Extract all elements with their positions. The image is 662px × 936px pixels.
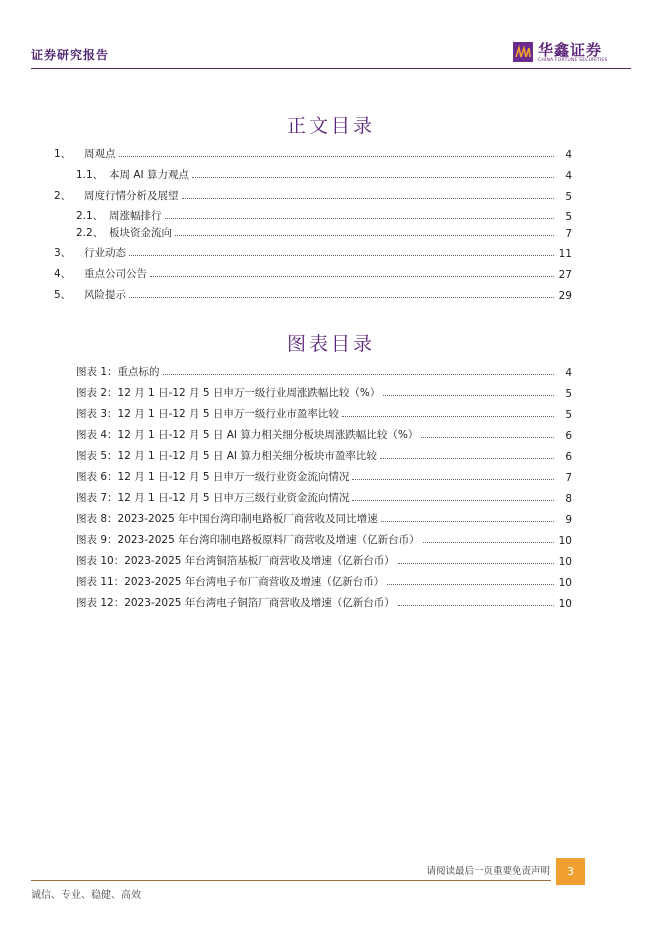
figure-entry-text: 图表 8：2023-2025 年中国台湾印制电路板厂商营收及同比增速 <box>76 513 378 525</box>
toc-entry-page: 4 <box>565 170 572 182</box>
figure-entry-page: 6 <box>565 430 572 442</box>
toc-leader-dots <box>192 176 554 178</box>
toc-leader-dots <box>342 415 554 417</box>
figure-entry[interactable] <box>76 489 572 505</box>
figure-entry[interactable] <box>76 552 572 568</box>
figure-entry-page: 5 <box>565 388 572 400</box>
toc-entry-number: 2.2、 <box>76 227 104 239</box>
toc-entry-text: 板块资金流向 <box>109 227 172 239</box>
figure-entry-text: 图表 9：2023-2025 年台湾印制电路板原料厂商营收及增速（亿新台币） <box>76 534 420 546</box>
brand-name: 华鑫证券 <box>538 41 603 59</box>
toc-entry[interactable] <box>76 224 572 240</box>
toc-entry-page: 29 <box>558 290 572 302</box>
figure-entry[interactable] <box>76 573 572 589</box>
figure-entry-text: 图表 5：12 月 1 日-12 月 5 日 AI 算力相关细分板块市盈率比较 <box>76 450 377 462</box>
toc-entry[interactable] <box>76 207 572 223</box>
figure-entry[interactable] <box>76 468 572 484</box>
toc-entry-text: 风险提示 <box>84 289 126 301</box>
figure-entry-page: 6 <box>565 451 572 463</box>
figure-entry-text: 图表 4：12 月 1 日-12 月 5 日 AI 算力相关细分板块周涨跌幅比较（%） <box>76 429 419 441</box>
figure-entry-page: 10 <box>558 598 572 610</box>
figure-entry-page: 9 <box>565 514 572 526</box>
figure-entry-text: 图表 7：12 月 1 日-12 月 5 日申万三级行业资金流向情况 <box>76 492 350 504</box>
toc-entry-page: 5 <box>565 191 572 203</box>
figure-entry-page: 8 <box>565 493 572 505</box>
toc-entry-number: 5、 <box>54 289 72 301</box>
figure-entry[interactable] <box>76 594 572 610</box>
page-number: 3 <box>556 858 585 885</box>
toc-leader-dots <box>150 275 554 277</box>
figure-entry-text: 图表 11：2023-2025 年台湾电子布厂商营收及增速（亿新台币） <box>76 576 385 588</box>
toc-entry-page: 7 <box>565 228 572 240</box>
figure-entry[interactable] <box>76 384 572 400</box>
toc-entry-text: 行业动态 <box>84 247 126 259</box>
toc-entry-number: 2.1、 <box>76 210 104 222</box>
brand-subtitle: CHINA FORTUNE SECURITIES <box>538 58 608 63</box>
toc-entry-number: 4、 <box>54 268 72 280</box>
toc-entry-page: 4 <box>565 149 572 161</box>
header-divider <box>31 68 631 69</box>
figure-entry-text: 图表 1：重点标的 <box>76 366 160 378</box>
figures-title: 图表目录 <box>286 333 375 355</box>
figure-entry-text: 图表 6：12 月 1 日-12 月 5 日申万一级行业资金流向情况 <box>76 471 350 483</box>
toc-entry-text: 本周 AI 算力观点 <box>109 169 189 181</box>
toc-leader-dots <box>182 197 555 199</box>
toc-leader-dots <box>383 394 554 396</box>
toc-entry-text: 周度行情分析及展望 <box>84 190 179 202</box>
figure-entry[interactable] <box>76 405 572 421</box>
toc-leader-dots <box>423 541 554 543</box>
report-type-label: 证券研究报告 <box>31 48 110 62</box>
company-motto: 诚信、专业、稳健、高效 <box>31 890 141 901</box>
footer-divider <box>31 880 551 881</box>
toc-entry[interactable] <box>54 265 572 281</box>
toc-entry-number: 2、 <box>54 190 72 202</box>
figure-entry-page: 10 <box>558 577 572 589</box>
figure-entry-page: 10 <box>558 535 572 547</box>
figure-entry-page: 7 <box>565 472 572 484</box>
toc-leader-dots <box>352 499 554 501</box>
toc-entry-text: 周观点 <box>84 148 116 160</box>
toc-entry[interactable] <box>54 145 572 161</box>
figure-entry[interactable] <box>76 447 572 463</box>
toc-entry[interactable] <box>76 166 572 182</box>
figure-entry-text: 图表 12：2023-2025 年台湾电子铜箔厂商营收及增速（亿新台币） <box>76 597 395 609</box>
toc-title: 正文目录 <box>286 115 375 137</box>
toc-leader-dots <box>380 457 554 459</box>
toc-leader-dots <box>398 604 554 606</box>
figure-entry[interactable] <box>76 531 572 547</box>
toc-leader-dots <box>381 520 554 522</box>
toc-leader-dots <box>387 583 554 585</box>
toc-entry-number: 1、 <box>54 148 72 160</box>
figure-entry-text: 图表 10：2023-2025 年台湾铜箔基板厂商营收及增速（亿新台币） <box>76 555 395 567</box>
toc-entry[interactable] <box>54 187 572 203</box>
toc-leader-dots <box>421 436 554 438</box>
disclaimer-note: 请阅读最后一页重要免责声明 <box>426 866 550 877</box>
brand-logo <box>513 41 613 67</box>
toc-leader-dots <box>119 155 555 157</box>
figure-entry-text: 图表 2：12 月 1 日-12 月 5 日申万一级行业周涨跌幅比较（%） <box>76 387 381 399</box>
toc-entry-page: 5 <box>565 211 572 223</box>
figure-entry[interactable] <box>76 510 572 526</box>
brand-logo-icon <box>513 42 533 62</box>
figure-entry-page: 10 <box>558 556 572 568</box>
figure-entry[interactable] <box>76 426 572 442</box>
figure-entry[interactable] <box>76 363 572 379</box>
figure-entry-page: 4 <box>565 367 572 379</box>
toc-entry-text: 周涨幅排行 <box>109 210 162 222</box>
toc-leader-dots <box>398 562 554 564</box>
toc-entry-page: 27 <box>558 269 572 281</box>
toc-leader-dots <box>129 254 554 256</box>
toc-leader-dots <box>352 478 554 480</box>
toc-entry[interactable] <box>54 244 572 260</box>
figure-entry-text: 图表 3：12 月 1 日-12 月 5 日申万一级行业市盈率比较 <box>76 408 339 420</box>
toc-leader-dots <box>129 296 554 298</box>
toc-leader-dots <box>163 373 554 375</box>
toc-leader-dots <box>175 234 554 236</box>
toc-leader-dots <box>165 217 555 219</box>
toc-entry-page: 11 <box>558 248 572 260</box>
figure-entry-page: 5 <box>565 409 572 421</box>
toc-entry-number: 3、 <box>54 247 72 259</box>
toc-entry-text: 重点公司公告 <box>84 268 147 280</box>
toc-entry-number: 1.1、 <box>76 169 104 181</box>
toc-entry[interactable] <box>54 286 572 302</box>
